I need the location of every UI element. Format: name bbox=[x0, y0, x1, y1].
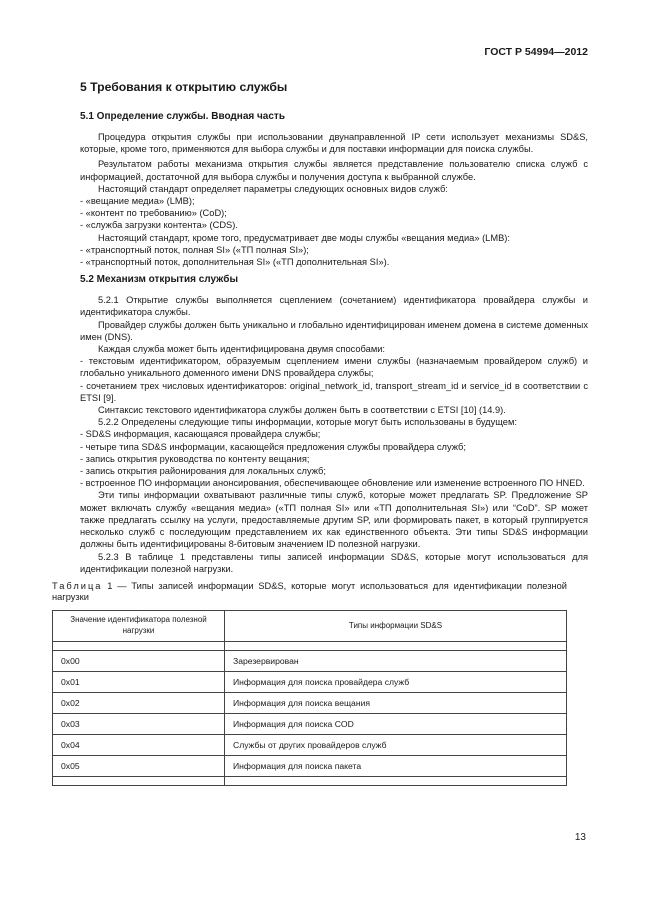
table-caption-label: Таблица bbox=[52, 580, 103, 591]
paragraph: Синтаксис текстового идентификатора службы должен быть в соответствии с ETSI [10] (14.9). bbox=[98, 405, 506, 416]
cell-info-type: Информация для поиска провайдера служб bbox=[225, 671, 567, 692]
cell-payload-id: 0x02 bbox=[53, 692, 225, 713]
list-item: - четыре типа SD&S информации, касающейся предложения службы провайдера служб; bbox=[80, 441, 466, 452]
column-header-payload-id: Значение идентификатора полезной нагрузки bbox=[53, 610, 225, 641]
paragraph: Каждая служба может быть идентифицирована двумя способами: bbox=[98, 344, 386, 355]
cell-payload-id: 0x01 bbox=[53, 671, 225, 692]
list-item: - запись открытия районирования для локальных служб; bbox=[80, 466, 326, 477]
table-row bbox=[53, 650, 567, 671]
list-item: - «транспортный поток, полная SI» («ТП полная SI»); bbox=[80, 244, 309, 255]
list-item: - «служба загрузки контента» (CDS). bbox=[80, 220, 238, 231]
paragraph: Эти типы информации охватывают различные типы служб, которые может предлагать SP. Предложение SP может включать службу «вещания медиа» («ТП полная SI» или «ТП дополнительная SI») или “CoD”. SP может также предлагать ссылку на услуги, предоставляемые другим SP, или формировать пакет, в который группируется несколько служб с последующим представлением их как единственного объекта. Эти типы SD&S информации должны быть идентифицированы 8-битовым значением ID полезной нагрузки. bbox=[80, 490, 588, 550]
cell-payload-id: 0x00 bbox=[53, 650, 225, 671]
column-header-info-types: Типы информации SD&S bbox=[225, 610, 567, 641]
list-item: - «транспортный поток, дополнительная SI» («ТП дополнительная SI»). bbox=[80, 257, 390, 268]
content bbox=[52, 80, 588, 786]
page-number: 13 bbox=[574, 832, 586, 843]
list-item: - запись открытия руководства по контенту вещания; bbox=[80, 453, 310, 464]
table-row bbox=[53, 671, 567, 692]
payload-id-table bbox=[52, 610, 567, 786]
standard-header: ГОСТ Р 54994—2012 bbox=[484, 46, 588, 58]
table-row bbox=[53, 692, 567, 713]
cell-info-type: Службы от других провайдеров служб bbox=[225, 734, 567, 755]
list-item: - текстовым идентификатором, образуемым сцеплением имени службы (назначаемым провайдером служб) и глобально уникального доменного имени DNS провайдера службы; bbox=[80, 356, 588, 379]
cell-payload-id: 0x05 bbox=[53, 755, 225, 776]
paragraph: Провайдер службы должен быть уникально и глобально идентифицирован именем домена в системе доменных имен (DNS). bbox=[80, 319, 588, 342]
section-title: 5 Требования к открытию службы bbox=[80, 80, 288, 94]
subsection-title-5-1: 5.1 Определение службы. Вводная часть bbox=[80, 111, 285, 122]
paragraph: 5.2.1 Открытие службы выполняется сцеплением (сочетанием) идентификатора провайдера службы и идентификатора службы. bbox=[80, 295, 588, 318]
paragraph: 5.2.3 В таблице 1 представлены типы записей информации SD&S, которые могут использоваться для идентификации полезной нагрузки. bbox=[80, 551, 588, 574]
paragraph: 5.2.2 Определены следующие типы информации, которые могут быть использованы в будущем: bbox=[98, 417, 517, 428]
cell-info-type: Зарезервирован bbox=[225, 650, 567, 671]
cell-info-type: Информация для поиска вещания bbox=[225, 692, 567, 713]
cell-payload-id: 0x04 bbox=[53, 734, 225, 755]
list-item: - встроенное ПО информации анонсирования, обеспечивающее обновление или изменение встроенного ПО HNED. bbox=[80, 478, 585, 489]
table-row bbox=[53, 713, 567, 734]
list-item: - «вещание медиа» (LMB); bbox=[80, 196, 195, 207]
subsection-title-5-2: 5.2 Механизм открытия службы bbox=[80, 274, 238, 286]
cell-info-type: Информация для поиска пакета bbox=[225, 755, 567, 776]
cell-info-type: Информация для поиска COD bbox=[225, 713, 567, 734]
list-item: - сочетанием трех числовых идентификаторов: original_network_id, transport_stream_id и service_id в соответствии с ETSI [9]. bbox=[80, 380, 588, 403]
list-item: - «контент по требованию» (CoD); bbox=[80, 208, 227, 219]
paragraph: Настоящий стандарт, кроме того, предусматривает две моды службы «вещания медиа» (LMB): bbox=[98, 232, 510, 243]
table-caption bbox=[52, 581, 567, 604]
paragraph: Результатом работы механизма открытия службы является представление пользователю списка служб с информацией, достаточной для выбора службы и получения доступа к выбранной службе. bbox=[80, 159, 588, 182]
list-item: - SD&S информация, касающаяся провайдера службы; bbox=[80, 429, 321, 440]
table-row bbox=[53, 755, 567, 776]
table-caption-text: 1 — Типы записей информации SD&S, которые могут использоваться для идентификации полезной нагрузки bbox=[52, 580, 567, 603]
table-header-row bbox=[53, 610, 567, 641]
paragraph: Настоящий стандарт определяет параметры следующих основных видов служб: bbox=[98, 183, 448, 194]
paragraph: Процедура открытия службы при использовании двунаправленной IP сети использует механизмы SD&S, которые, кроме того, применяются для выбора службы и для поставки информации для поиска службы. bbox=[80, 132, 588, 155]
table-spacer-row bbox=[53, 776, 567, 785]
cell-payload-id: 0x03 bbox=[53, 713, 225, 734]
table-spacer-row bbox=[53, 641, 567, 650]
table-row bbox=[53, 734, 567, 755]
